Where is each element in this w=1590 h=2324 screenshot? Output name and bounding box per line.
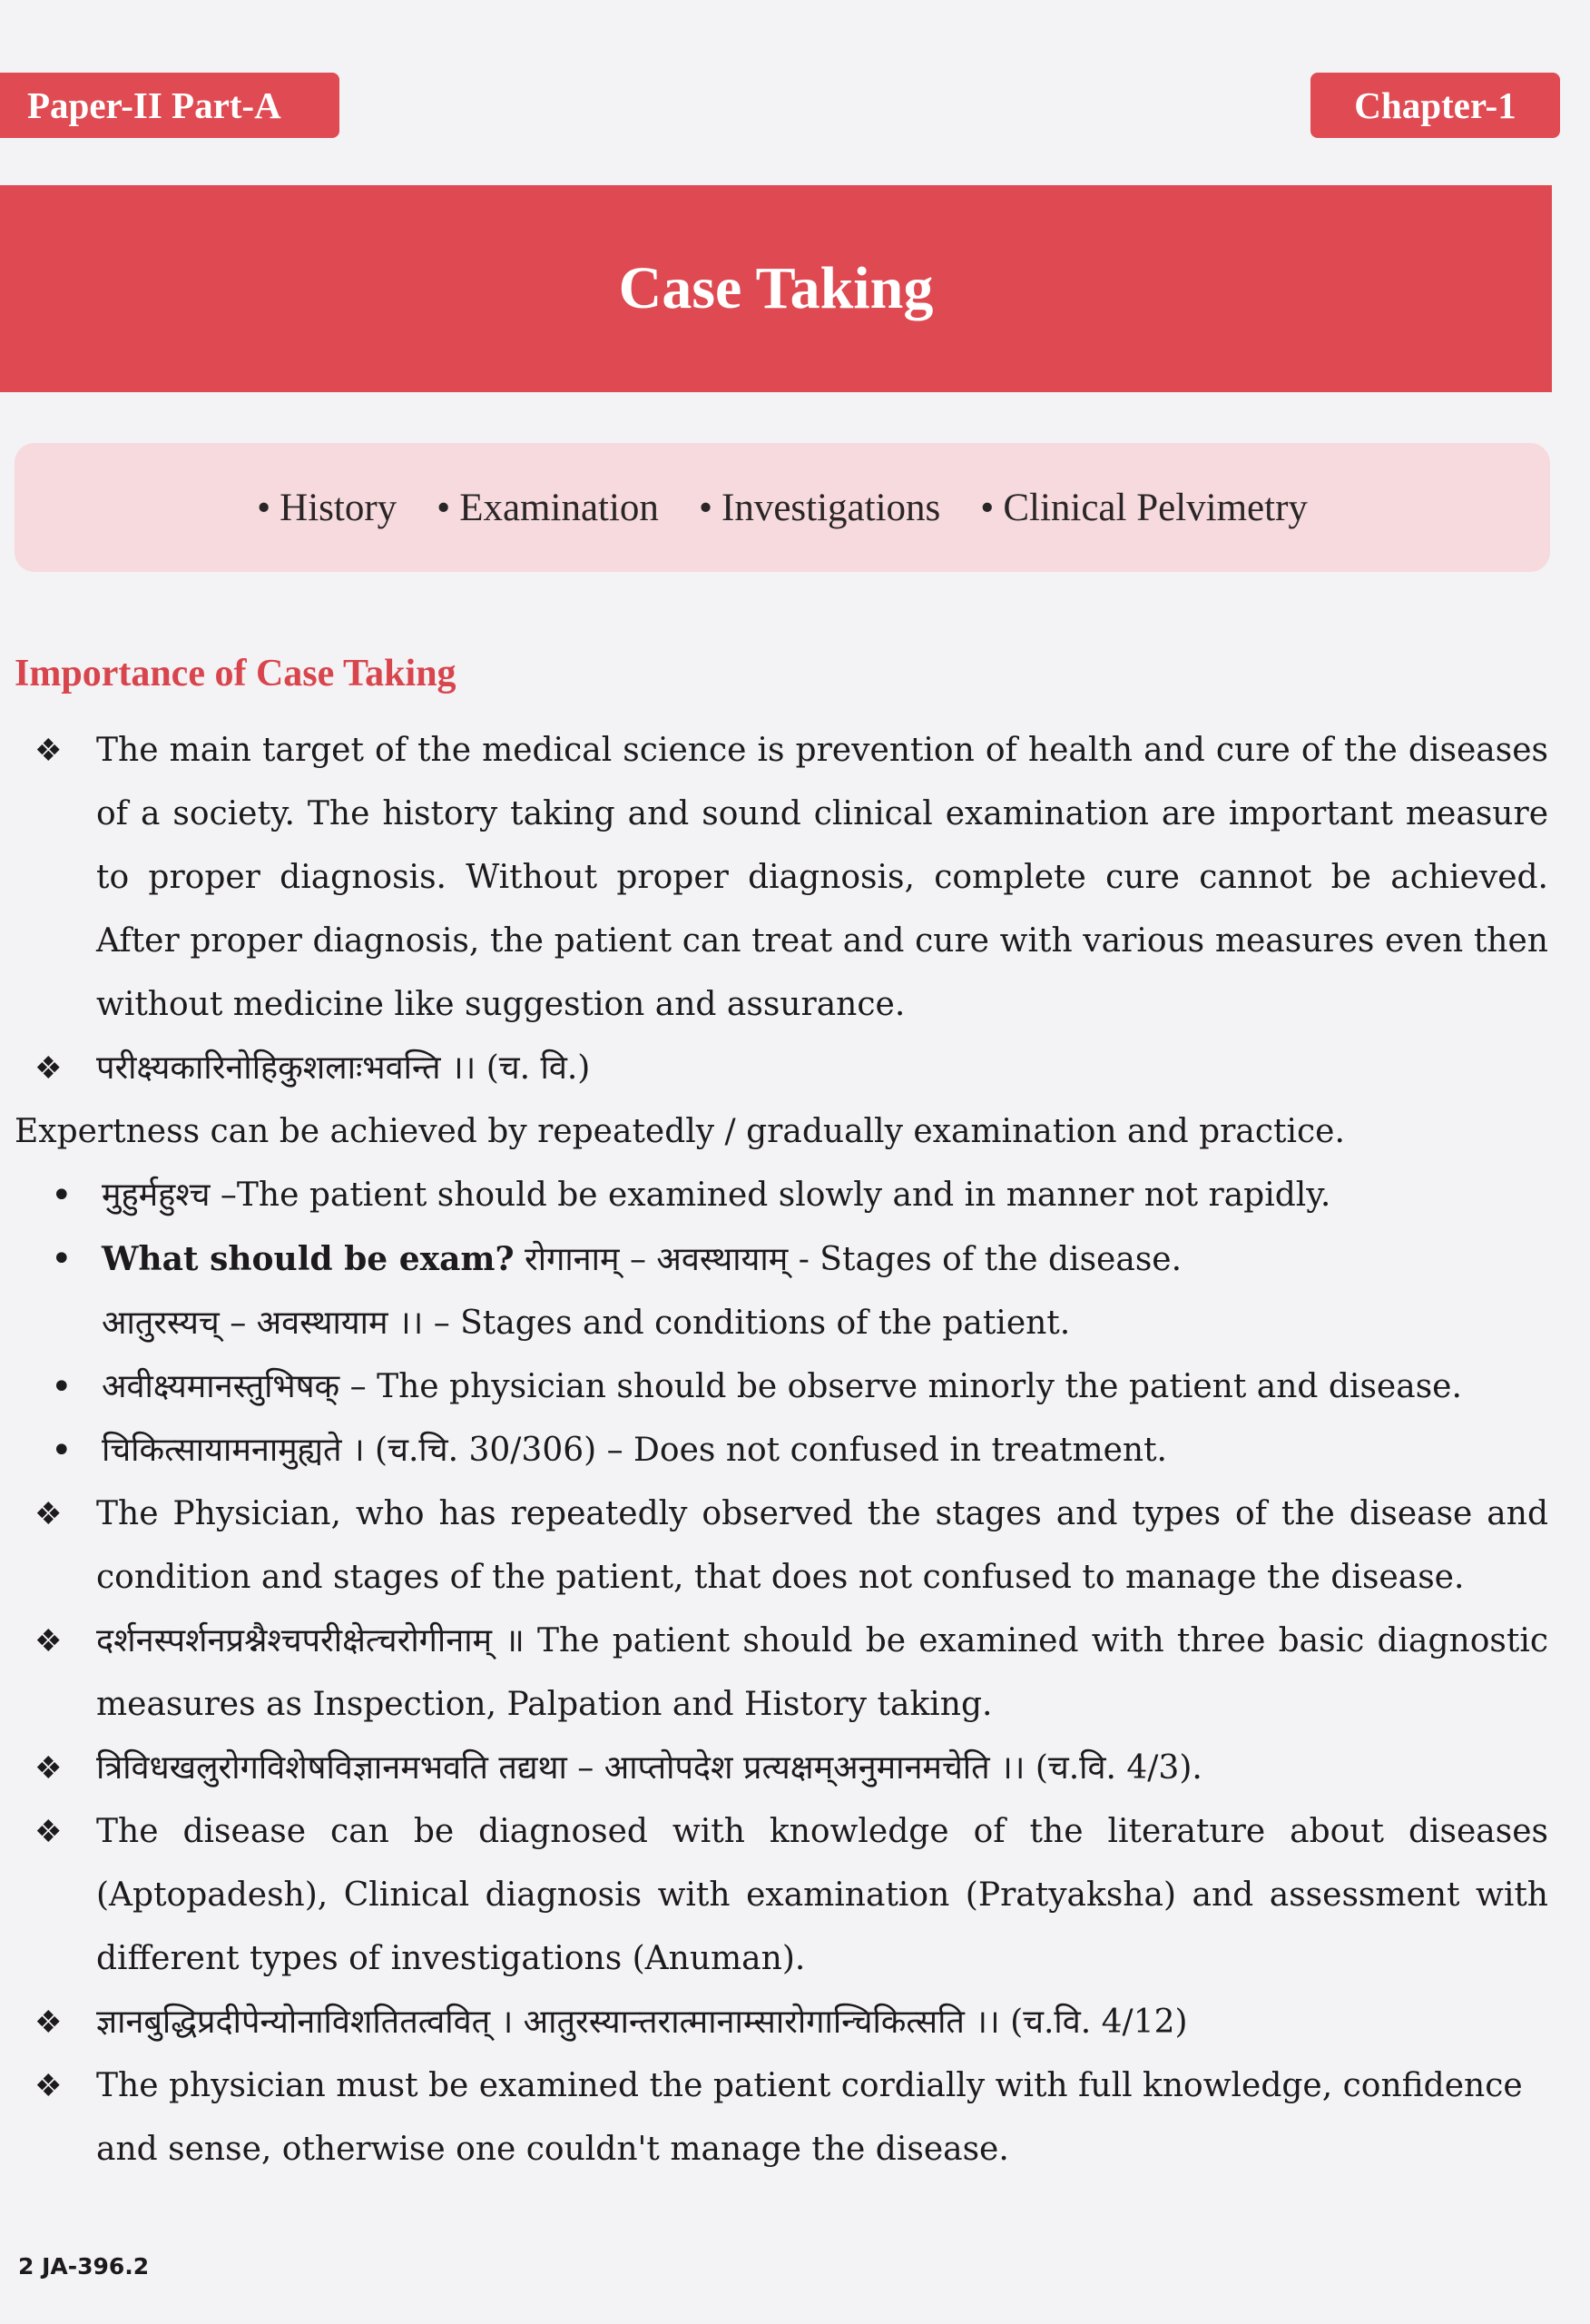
topic-label: Examination [459, 486, 659, 529]
list-item [15, 1355, 1548, 1419]
topics-box [15, 443, 1550, 572]
diamond-bullet-icon: ❖ [34, 1496, 63, 1532]
topic-item [257, 486, 397, 530]
body-content [15, 719, 1548, 2181]
bullet-icon: • [698, 486, 712, 529]
list-item [15, 1227, 1548, 1355]
topic-item [437, 486, 659, 530]
item-text: त्रिविधखलुरोगविशेषविज्ञानमभवति तद्यथा – आप्तोपदेश प्रत्यक्षम्अनुमानमचेति ।। (च.वि. 4/3). [96, 1749, 1202, 1787]
bullet-icon: • [51, 1366, 73, 1408]
section-heading: Importance of Case Taking [15, 653, 456, 694]
item-rest: रोगानाम् – अवस्थायाम् - Stages of the disease. [514, 1241, 1183, 1278]
topic-item [980, 486, 1308, 530]
list-item [15, 1610, 1548, 1737]
list-item [15, 1737, 1548, 1800]
diamond-bullet-icon: ❖ [34, 1050, 63, 1087]
topic-item [699, 486, 940, 530]
item-text: The main target of the medical science is prevention of health and cure of the diseases of a society. The history taking and sound clinical examination are important measure to proper diagnosis. Without proper diagnosis, complete cure cannot be achieved. After proper diagnosis, the patient can treat and cure with various measures even then without medicine like suggestion and assurance. [96, 732, 1548, 1023]
list-item [15, 1164, 1548, 1227]
page-footer-code: 2 JA-396.2 [18, 2253, 150, 2280]
bullet-icon: • [980, 486, 995, 529]
item-text [15, 1227, 1548, 1292]
diamond-bullet-icon: ❖ [34, 1750, 63, 1787]
paragraph [15, 1100, 1548, 1164]
diamond-bullet-icon: ❖ [34, 733, 63, 769]
bullet-icon: • [51, 1430, 73, 1472]
chapter-tab: Chapter-1 [1310, 73, 1560, 138]
item-text: Expertness can be achieved by repeatedly / gradually examination and practice. [15, 1113, 1345, 1150]
list-item [15, 1419, 1548, 1482]
item-text: चिकित्सायामनामुह्यते । (च.चि. 30/306) – Does not confused in treatment. [102, 1432, 1167, 1469]
item-text: ज्ञानबुद्धिप्रदीपेन्योनाविशतितत्ववित् । आतुरस्यान्तरात्मानाम्सारोगान्चिकित्सति ।। (च.वि. 4/12) [96, 2004, 1188, 2041]
item-lead: What should be exam? [102, 1240, 515, 1278]
diamond-bullet-icon: ❖ [34, 2068, 63, 2104]
topic-label: Investigations [721, 486, 941, 529]
item-text: The disease can be diagnosed with knowledge of the literature about diseases (Aptopadesh), Clinical diagnosis with examination (Pratyaksha) and assessment with different types of investigations (Anuman). [96, 1813, 1548, 1977]
list-item [15, 1991, 1548, 2054]
bullet-icon: • [437, 486, 451, 529]
chapter-title: Case Taking [618, 255, 934, 321]
list-item [15, 1037, 1548, 1100]
item-text: The Physician, who has repeatedly observed the stages and types of the disease and condition and stages of the patient, that does not confused to manage the disease. [96, 1495, 1548, 1596]
item-text: दर्शनस्पर्शनप्रश्नैश्चपरीक्षेत्चरोगीनाम् ॥ The patient should be examined with three basic diagnostic measures as Inspection, Palpation and History taking. [96, 1622, 1548, 1723]
paper-part-tab: Paper-II Part-A [0, 73, 339, 138]
bullet-icon: • [51, 1238, 73, 1280]
topic-label: Clinical Pelvimetry [1003, 486, 1308, 529]
diamond-bullet-icon: ❖ [34, 1623, 63, 1659]
item-text: मुहुर्महुश्च –The patient should be examined slowly and in manner not rapidly. [102, 1177, 1331, 1214]
item-text: परीक्ष्यकारिनोहिकुशलाःभवन्ति ।। (च. वि.) [96, 1049, 591, 1087]
list-item [15, 2054, 1548, 2181]
list-item [15, 1482, 1548, 1610]
title-banner [0, 185, 1552, 392]
item-text: The physician must be examined the patient cordially with full knowledge, confidence and sense, otherwise one couldn't manage the disease. [96, 2067, 1523, 2168]
item-subline: आतुरस्यच् – अवस्थायाम ।। – Stages and conditions of the patient. [102, 1305, 1071, 1342]
list-item [15, 719, 1548, 1037]
topic-label: History [280, 486, 398, 529]
diamond-bullet-icon: ❖ [34, 2004, 63, 2041]
bullet-icon: • [51, 1175, 73, 1216]
diamond-bullet-icon: ❖ [34, 1814, 63, 1850]
bullet-icon: • [257, 486, 271, 529]
list-item [15, 1800, 1548, 1991]
item-text: अवीक्ष्यमानस्तुभिषक् – The physician should be observe minorly the patient and disease. [102, 1368, 1462, 1405]
